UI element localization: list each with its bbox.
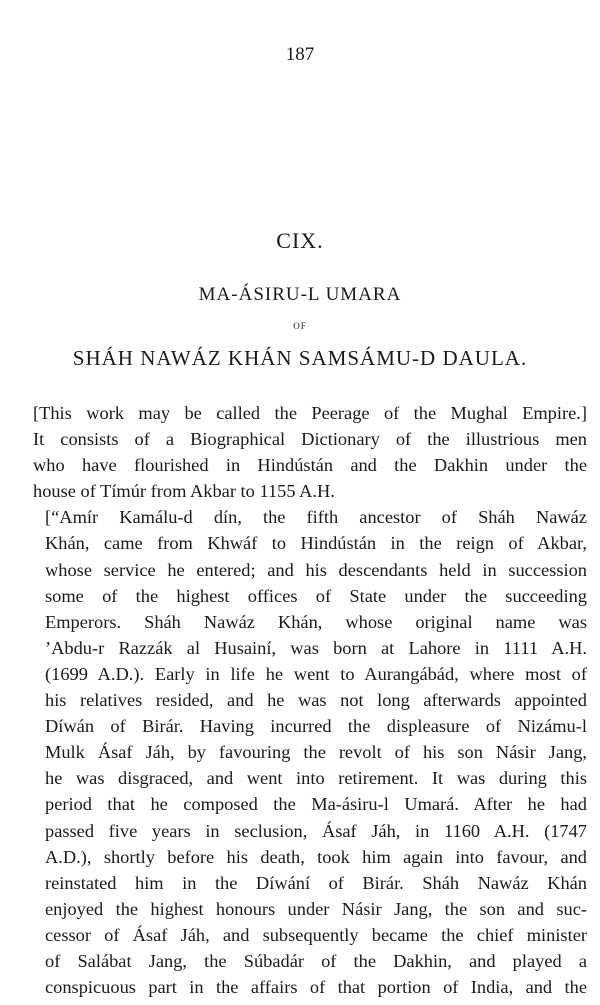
text-line: of Salábat Jang, the Súbadár of the Dakhin, and played a bbox=[45, 950, 587, 971]
text-line: Díwán of Birár. Having incurred the displeasure of Nizámu-l bbox=[45, 716, 587, 737]
text-line: Khán, came from Khwáf to Hindústán in the reign of Akbar, bbox=[45, 533, 587, 554]
body-text bbox=[33, 400, 587, 1000]
work-title: MA-ÁSIRU-L UMARA bbox=[198, 284, 402, 305]
text-line: reinstated him in the Díwání of Birár. Sháh Nawáz Khán bbox=[45, 872, 587, 893]
text-line: conspicuous part in the affairs of that portion of India, and the bbox=[45, 977, 587, 998]
text-line: his relatives resided, and he was not long afterwards appointed bbox=[45, 690, 587, 711]
paragraph-intro bbox=[33, 400, 587, 504]
paragraph-biography bbox=[33, 504, 587, 1000]
chapter-number: CIX. bbox=[276, 228, 324, 253]
text-line: ’Abdu-r Razzák al Husainí, was born at Lahore in 1111 A.H. bbox=[45, 637, 587, 658]
text-line: house of Tímúr from Akbar to 1155 A.H. bbox=[33, 481, 335, 502]
text-line: period that he composed the Ma-ásiru-l Umará. After he had bbox=[45, 794, 587, 815]
text-line: enjoyed the highest honours under Násir Jang, the son and suc- bbox=[45, 898, 587, 919]
text-line: [This work may be called the Peerage of the Mughal Empire.] bbox=[33, 403, 587, 423]
text-line: (1699 A.D.). Early in life he went to Aurangábád, where most of bbox=[45, 663, 587, 684]
text-line: A.D.), shortly before his death, took him again into favour, and bbox=[45, 846, 587, 867]
text-line: Emperors. Sháh Nawáz Khán, whose original name was bbox=[45, 611, 587, 632]
text-line: he was disgraced, and went into retirement. It was during this bbox=[45, 768, 587, 789]
text-line: some of the highest offices of State under the succeeding bbox=[45, 585, 587, 606]
text-line: cessor of Ásaf Jáh, and subsequently became the chief minister bbox=[45, 924, 587, 945]
text-line: Mulk Ásaf Jáh, by favouring the revolt of his son Násir Jang, bbox=[45, 742, 587, 763]
page-number: 187 bbox=[285, 44, 315, 65]
text-line: [“Amír Kamálu-d dín, the fifth ancestor of Sháh Nawáz bbox=[45, 507, 587, 528]
of-line: OF bbox=[293, 321, 307, 331]
text-line: whose service he entered; and his descendants held in succession bbox=[45, 559, 587, 580]
text-line: who have flourished in Hindústán and the Dakhin under the bbox=[33, 455, 587, 476]
text-line: It consists of a Biographical Dictionary of the illustrious men bbox=[33, 429, 587, 450]
author-heading: SHÁH NAWÁZ KHÁN SAMSÁMU-D DAULA. bbox=[72, 346, 528, 370]
text-line: passed five years in seclusion, Ásaf Jáh, in 1160 A.H. (1747 bbox=[45, 820, 587, 841]
